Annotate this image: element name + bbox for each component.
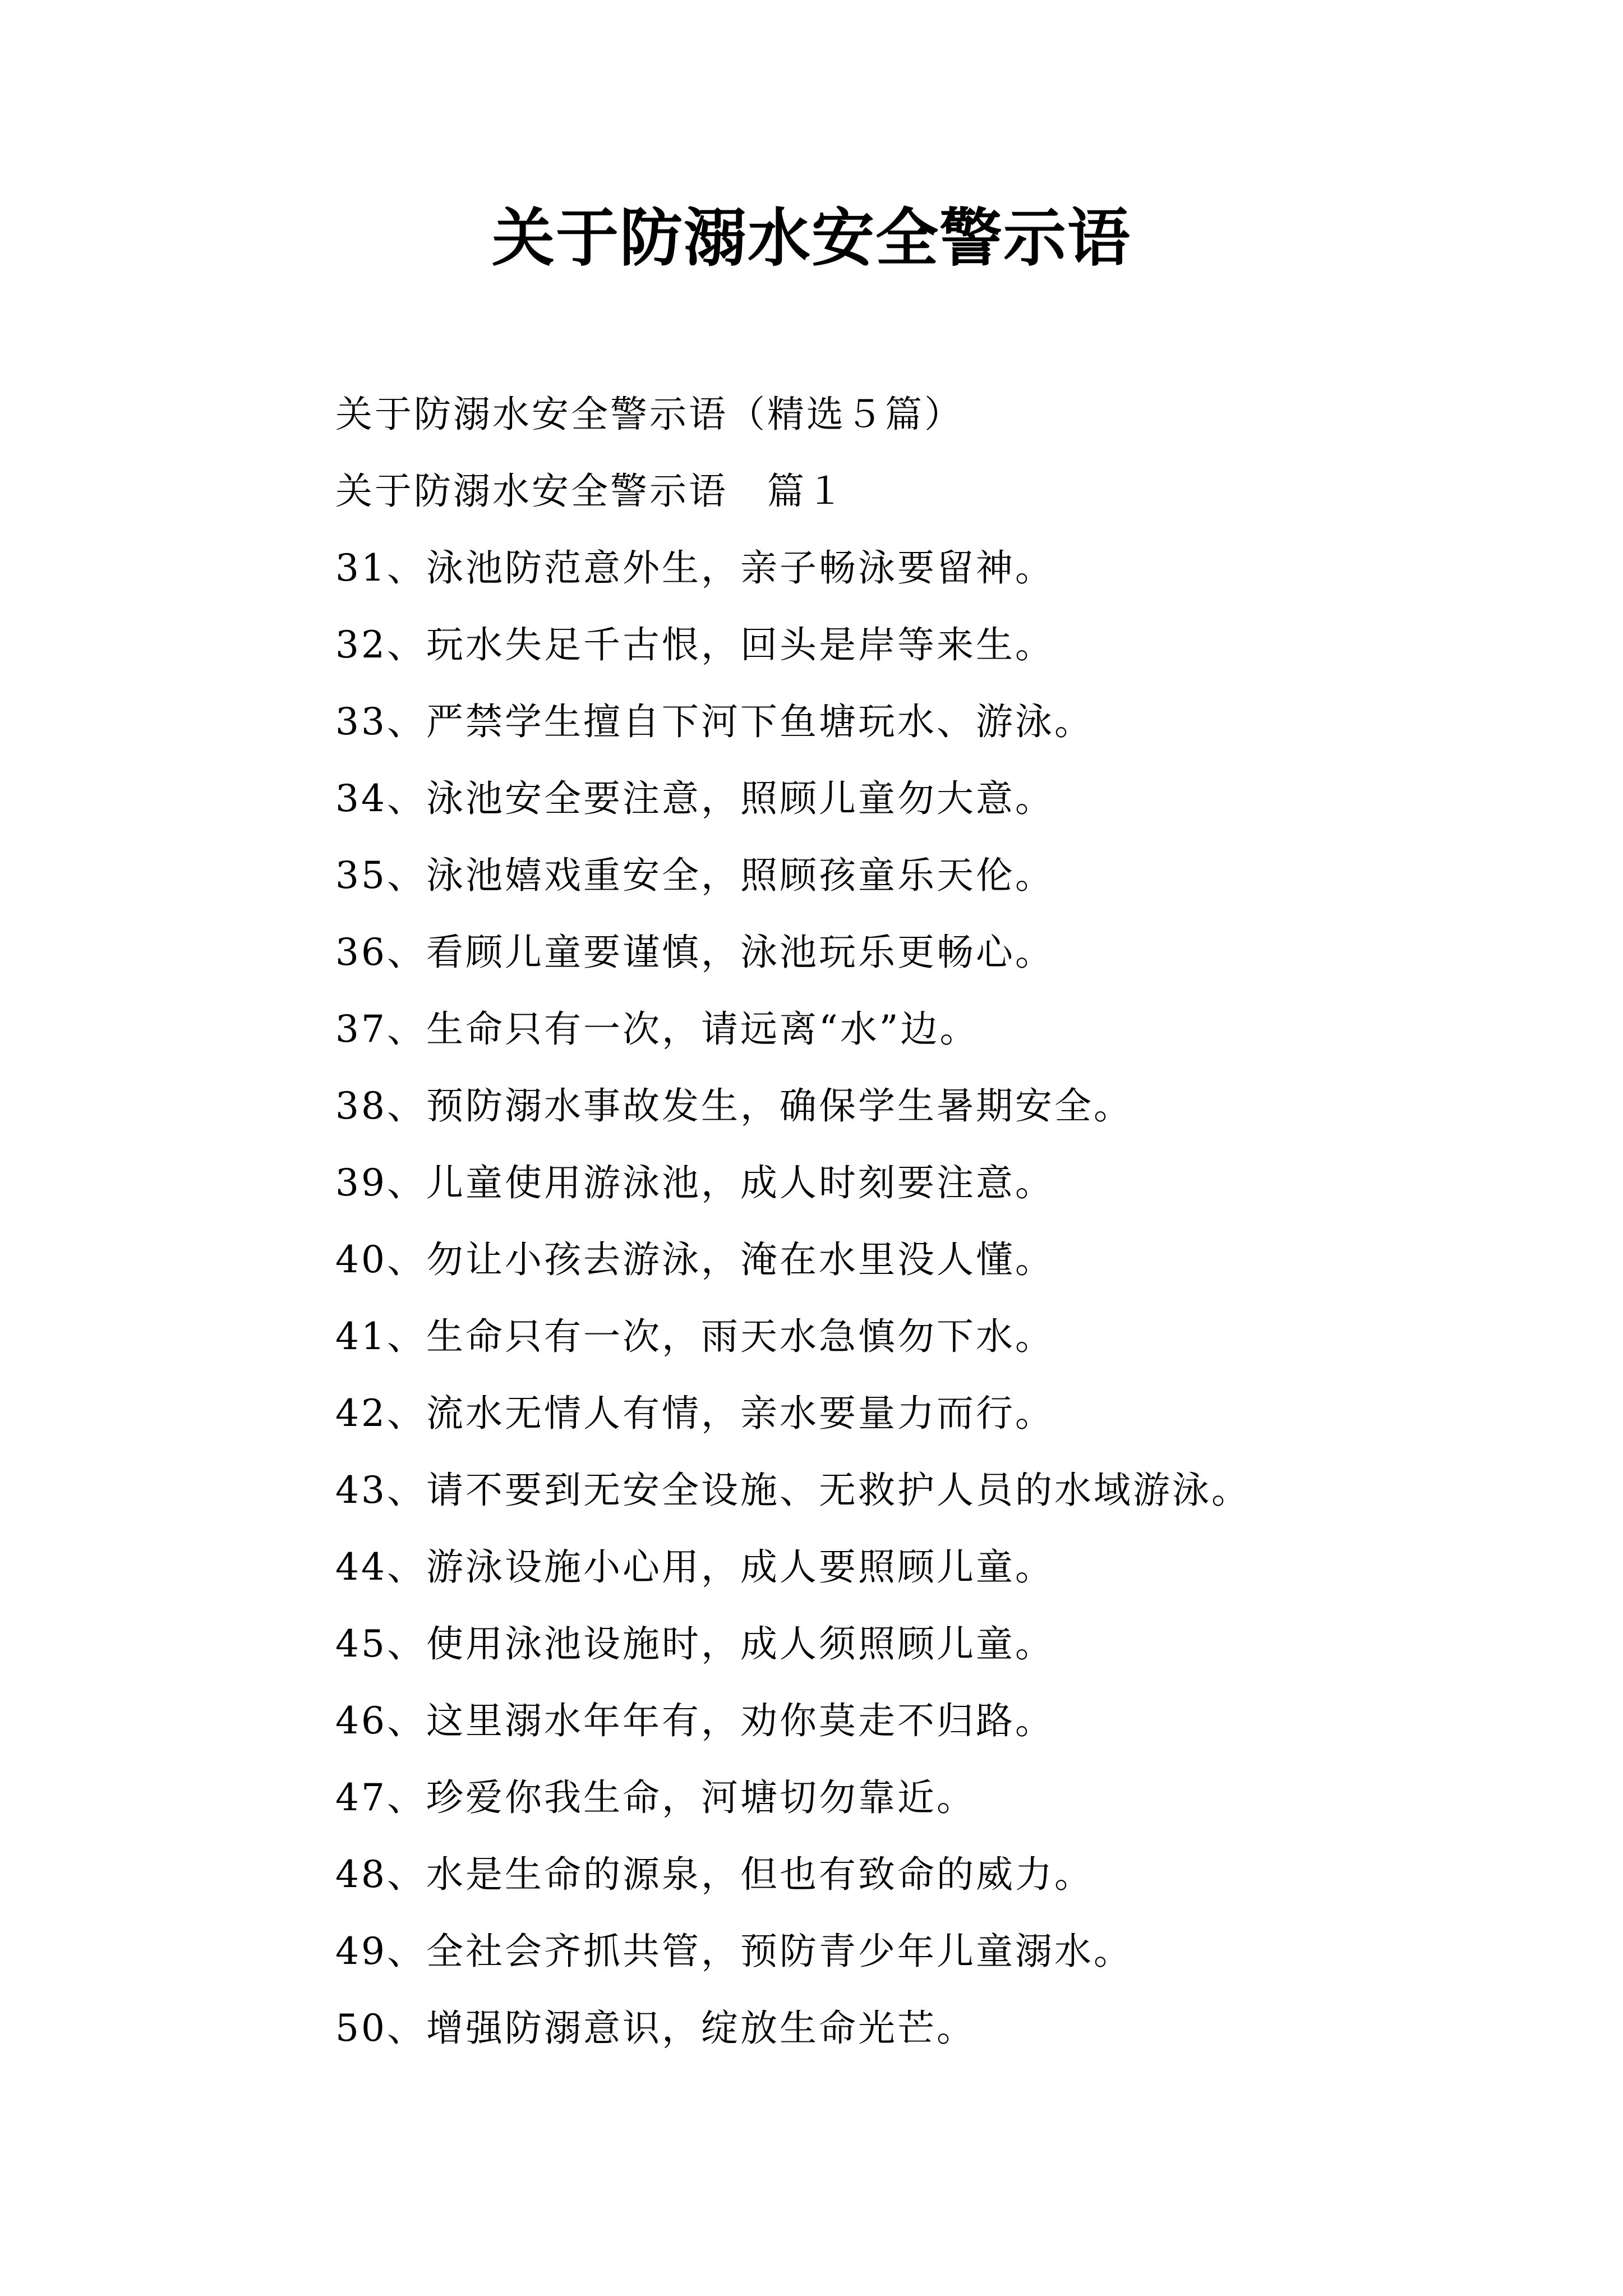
slogan-text: 、勿让小孩去游泳，淹在水里没人懂。	[386, 1238, 1054, 1281]
slogan-item	[335, 606, 1569, 683]
slogan-number: 43	[335, 1469, 387, 1512]
slogan-number: 44	[335, 1545, 387, 1589]
slogan-text: 、泳池安全要注意，照顾儿童勿大意。	[386, 777, 1054, 820]
slogan-text: 、玩水失足千古恨，回头是岸等来生。	[386, 623, 1054, 666]
slogan-number: 47	[335, 1776, 387, 1819]
section-heading: 关于防溺水安全警示语 篇１	[335, 470, 846, 513]
slogan-number: 38	[335, 1084, 387, 1128]
slogan-number: 31	[335, 546, 387, 590]
slogan-number: 41	[335, 1315, 387, 1358]
slogan-number: 46	[335, 1699, 387, 1742]
slogan-text: 、使用泳池设施时，成人须照顾儿童。	[386, 1622, 1054, 1665]
slogan-text: 、这里溺水年年有，劝你莫走不归路。	[386, 1699, 1054, 1742]
document-subtitle: 关于防溺水安全警示语（精选５篇）	[335, 393, 963, 436]
slogan-item	[335, 1913, 1569, 1990]
slogan-text: 、请不要到无安全设施、无救护人员的水域游泳。	[386, 1469, 1251, 1512]
slogan-text: 、水是生命的源泉，但也有致命的威力。	[386, 1853, 1094, 1896]
slogan-item	[335, 1529, 1569, 1605]
slogan-item	[335, 837, 1569, 914]
slogan-text: 、生命只有一次，请远离“水”边。	[386, 1007, 979, 1051]
document-title: 关于防溺水安全警示语	[492, 201, 1131, 275]
slogan-text: 、全社会齐抓共管，预防青少年儿童溺水。	[386, 1930, 1133, 1973]
slogan-number: 34	[335, 777, 387, 820]
slogan-number: 35	[335, 854, 387, 897]
slogan-item	[335, 1605, 1569, 1682]
slogan-number: 48	[335, 1853, 387, 1896]
slogan-item	[335, 914, 1569, 991]
slogan-text: 、看顾儿童要谨慎，泳池玩乐更畅心。	[386, 931, 1054, 974]
slogan-number: 49	[335, 1930, 387, 1973]
slogan-number: 37	[335, 1007, 387, 1051]
slogan-item	[335, 683, 1569, 760]
slogan-text: 、泳池嬉戏重安全，照顾孩童乐天伦。	[386, 854, 1054, 897]
slogan-item	[335, 1221, 1569, 1298]
slogan-number: 39	[335, 1161, 387, 1204]
slogan-text: 、流水无情人有情，亲水要量力而行。	[386, 1392, 1054, 1435]
slogan-text: 、珍爱你我生命，河塘切勿靠近。	[386, 1776, 976, 1819]
slogan-item	[335, 1452, 1569, 1529]
slogan-number: 32	[335, 623, 387, 666]
slogan-item	[335, 1144, 1569, 1221]
slogan-item	[335, 1836, 1569, 1913]
document-body	[335, 376, 1569, 2067]
slogan-number: 50	[335, 2007, 387, 2050]
slogan-item	[335, 1068, 1569, 1144]
slogan-text: 、游泳设施小心用，成人要照顾儿童。	[386, 1545, 1054, 1589]
slogan-item	[335, 530, 1569, 606]
slogan-text: 、增强防溺意识，绽放生命光芒。	[386, 2007, 976, 2050]
slogan-item	[335, 1375, 1569, 1452]
slogan-number: 45	[335, 1622, 387, 1665]
slogan-number: 42	[335, 1392, 387, 1435]
slogan-number: 33	[335, 700, 387, 743]
slogan-text: 、泳池防范意外生，亲子畅泳要留神。	[386, 546, 1054, 590]
slogan-item	[335, 1682, 1569, 1759]
slogan-item	[335, 1759, 1569, 1836]
slogan-item	[335, 1298, 1569, 1375]
slogan-text: 、预防溺水事故发生，确保学生暑期安全。	[386, 1084, 1133, 1128]
slogan-item	[335, 760, 1569, 837]
slogan-number: 36	[335, 931, 387, 974]
slogan-text: 、生命只有一次，雨天水急慎勿下水。	[386, 1315, 1054, 1358]
slogan-text: 、儿童使用游泳池，成人时刻要注意。	[386, 1161, 1054, 1204]
slogan-text: 、严禁学生擅自下河下鱼塘玩水、游泳。	[386, 700, 1094, 743]
slogan-number: 40	[335, 1238, 387, 1281]
slogan-item	[335, 991, 1569, 1068]
slogan-item	[335, 1990, 1569, 2067]
